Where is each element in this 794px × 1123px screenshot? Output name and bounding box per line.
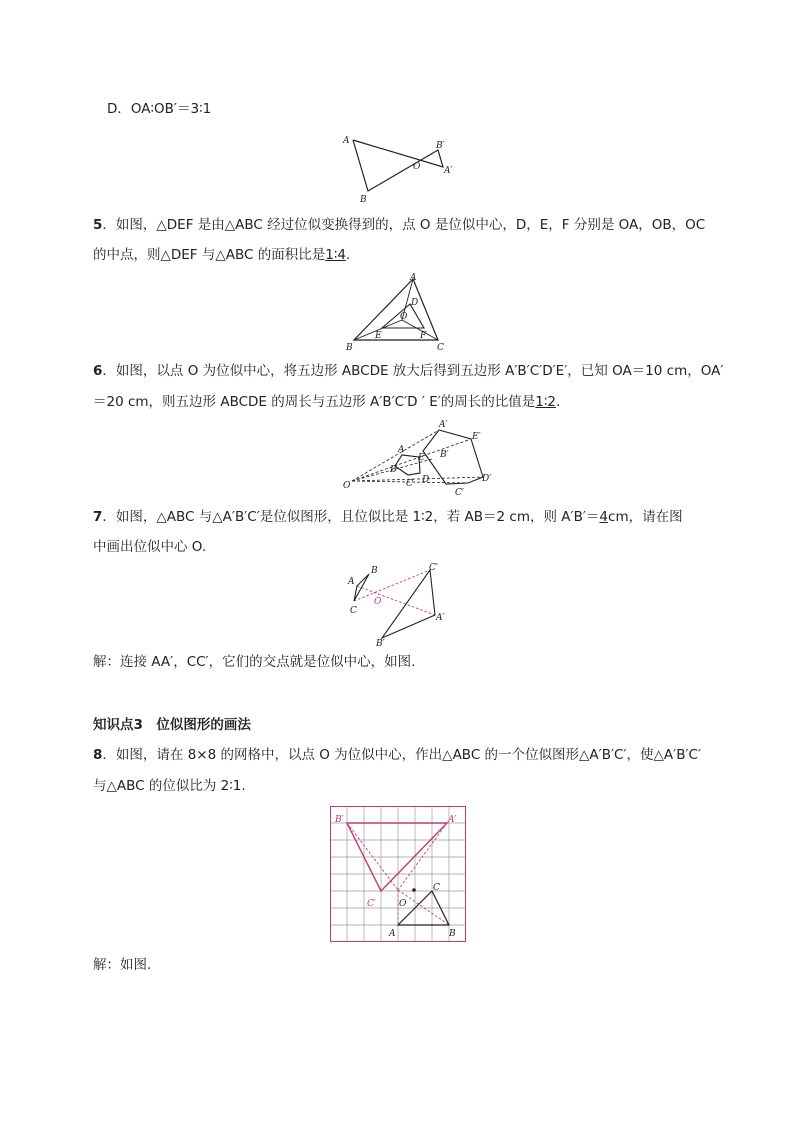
q8-line1 xyxy=(93,746,701,764)
fig6-label-b: B xyxy=(390,465,397,475)
fig8-label-c2: C′ xyxy=(367,899,376,909)
q5-number: 5 xyxy=(93,217,103,233)
fig7-label-b: B xyxy=(371,566,378,576)
fig4-label-a: A xyxy=(343,136,350,146)
fig7-label-c2: C′ xyxy=(429,563,438,573)
q5-answer: 1∶4 xyxy=(325,247,346,263)
fig8-label-o: O xyxy=(399,899,407,909)
q8-solution: 解：如图. xyxy=(93,957,152,973)
fig6-label-e: E xyxy=(418,453,425,463)
q6-line2: ＝20 cm，则五边形 ABCDE 的周长与五边形 A′B′C′D ′ E′的周长的比值是1∶2. xyxy=(93,394,561,410)
fig8-label-b2: B′ xyxy=(335,815,344,825)
q5-text1: ．如图，△DEF 是由△ABC 经过位似变换得到的，点 O 是位似中心，D，E，F 分别是 OA，OB，OC xyxy=(102,217,706,233)
figure-q8-grid xyxy=(330,806,466,942)
fig6-label-d2: D′ xyxy=(482,474,492,484)
fig8-label-b: B xyxy=(449,929,456,939)
fig6-label-c: C xyxy=(406,479,413,489)
fig4-label-b2: B′ xyxy=(436,141,445,151)
fig6-label-c2: C′ xyxy=(455,488,464,498)
fig6-label-b2: B′ xyxy=(440,450,449,460)
q6-answer: 1∶2 xyxy=(535,394,556,410)
fig6-label-d: D xyxy=(422,475,430,485)
fig7-label-c: C xyxy=(350,606,357,616)
q6-line1 xyxy=(93,362,723,380)
fig6-label-a2: A′ xyxy=(439,420,448,430)
fig5-label-o: O xyxy=(400,312,408,322)
fig8-label-a: A xyxy=(389,929,396,939)
figure-q5 xyxy=(340,270,455,355)
fig7-label-o: O xyxy=(374,597,382,607)
q6-text1: ．如图，以点 O 为位似中心，将五边形 ABCDE 放大后得到五边形 A′B′C′D′E′，已知 OA＝10 cm，OA′ xyxy=(102,363,724,379)
q6-number: 6 xyxy=(93,363,103,379)
section-heading: 知识点3 位似图形的画法 xyxy=(93,717,251,733)
fig7-label-b2: B′ xyxy=(376,639,385,649)
fig5-label-b: B xyxy=(346,343,353,353)
q5-text2: 的中点，则△DEF 与△ABC 的面积比是 xyxy=(93,247,326,263)
fig4-label-b: B xyxy=(360,195,367,205)
q7-line1: 7．如图，△ABC 与△A′B′C′是位似图形，且位似比是 1∶2，若 AB＝2 cm，则 A′B′＝4cm，请在图 xyxy=(93,509,683,525)
q7-number: 7 xyxy=(93,509,103,525)
fig7-label-a2: A′ xyxy=(436,613,445,623)
fig5-label-e: E xyxy=(375,331,382,341)
q6-text2: ＝20 cm，则五边形 ABCDE 的周长与五边形 A′B′C′D ′ E′的周长的比值是 xyxy=(93,394,536,410)
fig8-label-c: C xyxy=(433,883,440,893)
q8-line2: 与△ABC 的位似比为 2∶1. xyxy=(93,778,246,794)
fig4-label-a2: A′ xyxy=(444,166,453,176)
fig7-label-a: A xyxy=(348,577,355,587)
q8-text1: ．如图，请在 8×8 的网格中，以点 O 为位似中心，作出△ABC 的一个位似图形△A′B′C′，使△A′B′C′ xyxy=(102,747,702,763)
fig5-label-c: C xyxy=(437,343,444,353)
figure-q4 xyxy=(335,130,465,205)
fig6-label-e2: E′ xyxy=(472,432,481,442)
fig6-label-o: O xyxy=(343,481,351,491)
q7-line2: 中画出位似中心 O. xyxy=(93,539,207,555)
q8-number: 8 xyxy=(93,747,103,763)
figure-q6 xyxy=(340,415,505,500)
fig6-label-a: A xyxy=(398,445,405,455)
q4-option-d: D．OA∶OB′＝3∶1 xyxy=(107,101,212,117)
fig5-label-a: A xyxy=(410,273,417,283)
q7-text1: ．如图，△ABC 与△A′B′C′是位似图形，且位似比是 1∶2，若 AB＝2 cm，则 A′B′＝ xyxy=(102,509,600,525)
fig5-label-d: D xyxy=(411,298,419,308)
q5-line1 xyxy=(93,216,705,234)
figure-q7 xyxy=(340,560,455,650)
q7-answer: 4 xyxy=(599,509,609,525)
fig8-label-a2: A′ xyxy=(448,815,457,825)
q5-line2: 的中点，则△DEF 与△ABC 的面积比是1∶4. xyxy=(93,247,351,263)
q7-solution: 解：连接 AA′，CC′，它们的交点就是位似中心，如图. xyxy=(93,654,416,670)
fig4-label-o: O xyxy=(413,162,421,172)
fig5-label-f: F xyxy=(420,331,427,341)
